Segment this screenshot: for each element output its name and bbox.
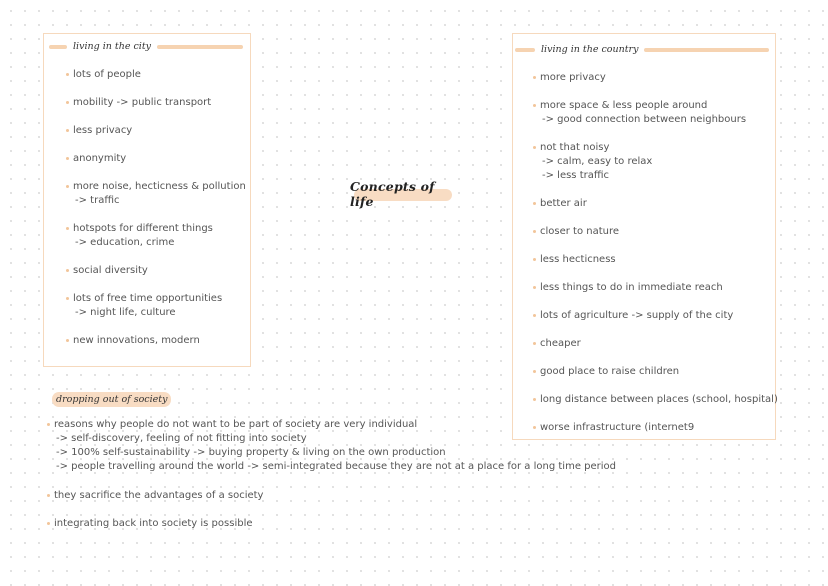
city-box-title <box>49 41 243 52</box>
item-text: cheaper <box>540 338 581 349</box>
title-bar-right <box>157 45 243 49</box>
item-subtext: -> people travelling around the world -> semi-integrated because they are not at a place for a long time period <box>56 461 617 472</box>
bullet-dot-icon <box>47 423 50 426</box>
bullet-dot-icon <box>66 339 69 342</box>
item-text: social diversity <box>73 265 148 276</box>
item-text: integrating back into society is possible <box>54 518 253 529</box>
bullet-dot-icon <box>66 73 69 76</box>
bullet-dot-icon <box>533 76 536 79</box>
country-list-item <box>540 99 746 127</box>
bullet-dot-icon <box>533 398 536 401</box>
item-text: reasons why people do not want to be part of society are very individual <box>54 419 418 430</box>
bullet-dot-icon <box>533 286 536 289</box>
item-text: lots of free time opportunities <box>73 293 223 304</box>
item-text: they sacrifice the advantages of a society <box>54 490 264 501</box>
item-text: less things to do in immediate reach <box>540 282 723 293</box>
item-text: more space & less people around <box>540 100 708 111</box>
city-list-item <box>73 222 213 250</box>
item-text: good place to raise children <box>540 366 680 377</box>
item-text: not that noisy <box>540 142 610 153</box>
bullet-dot-icon <box>47 522 50 525</box>
item-text: better air <box>540 198 587 209</box>
item-text: anonymity <box>73 153 127 164</box>
item-text: lots of people <box>73 69 141 80</box>
city-list-item <box>73 292 222 320</box>
item-text: mobility -> public transport <box>73 97 212 108</box>
city-list-item <box>73 264 148 278</box>
title-bar-right <box>644 48 769 52</box>
item-subtext: -> education, crime <box>75 237 175 248</box>
item-text: less privacy <box>73 125 133 136</box>
bullet-dot-icon <box>533 146 536 149</box>
bullet-dot-icon <box>66 227 69 230</box>
bullet-dot-icon <box>47 494 50 497</box>
country-list-item <box>540 253 616 267</box>
country-list-item <box>540 337 581 351</box>
item-subtext: -> night life, culture <box>75 307 176 318</box>
city-list-item <box>73 180 246 208</box>
city-title-text: living in the city <box>73 41 151 52</box>
city-list-item <box>73 96 211 110</box>
item-subtext: -> good connection between neighbours <box>542 114 747 125</box>
bullet-dot-icon <box>66 269 69 272</box>
bullet-dot-icon <box>533 230 536 233</box>
dropping-title: dropping out of society <box>52 392 171 407</box>
bullet-dot-icon <box>66 185 69 188</box>
item-subtext: -> traffic <box>75 195 120 206</box>
bullet-dot-icon <box>66 157 69 160</box>
bullet-dot-icon <box>533 342 536 345</box>
item-text: more noise, hecticness & pollution <box>73 181 246 192</box>
item-subtext: -> self-discovery, feeling of not fitting into society <box>56 433 307 444</box>
item-subtext: -> 100% self-sustainability -> buying property & living on the own production <box>56 447 446 458</box>
page-title <box>350 179 455 209</box>
country-list-item <box>540 281 723 295</box>
country-list-item <box>540 309 733 323</box>
page-title-text: Concepts of life <box>350 179 435 209</box>
item-text: more privacy <box>540 72 606 83</box>
country-list-item <box>540 365 679 379</box>
country-list-item <box>540 197 587 211</box>
country-list-item <box>540 141 652 183</box>
city-list-item <box>73 68 141 82</box>
item-text: hotspots for different things <box>73 223 213 234</box>
country-list-item <box>540 225 619 239</box>
bullet-dot-icon <box>66 129 69 132</box>
item-text: worse infrastructure (internet9 <box>540 422 695 433</box>
item-text: closer to nature <box>540 226 620 237</box>
country-title-text: living in the country <box>541 44 639 55</box>
city-list-item <box>73 152 126 166</box>
item-text: less hecticness <box>540 254 616 265</box>
bullet-dot-icon <box>66 101 69 104</box>
city-list-item <box>73 124 132 138</box>
bullet-dot-icon <box>66 297 69 300</box>
country-list-item <box>540 393 778 407</box>
item-text: lots of agriculture -> supply of the city <box>540 310 734 321</box>
country-list-item <box>540 71 606 85</box>
item-text: new innovations, modern <box>73 335 200 346</box>
item-subtext: -> calm, easy to relax <box>542 156 653 167</box>
bullet-dot-icon <box>533 370 536 373</box>
item-subtext: -> less traffic <box>542 170 610 181</box>
dropping-list-item <box>54 517 253 531</box>
bullet-dot-icon <box>533 202 536 205</box>
title-bar-left <box>49 45 67 49</box>
dropping-list-item <box>54 418 616 474</box>
country-box-title <box>515 44 769 55</box>
city-list-item <box>73 334 200 348</box>
title-bar-left <box>515 48 535 52</box>
bullet-dot-icon <box>533 258 536 261</box>
item-text: long distance between places (school, hospital) <box>540 394 778 405</box>
bullet-dot-icon <box>533 314 536 317</box>
dropping-list-item <box>54 489 263 503</box>
bullet-dot-icon <box>533 104 536 107</box>
